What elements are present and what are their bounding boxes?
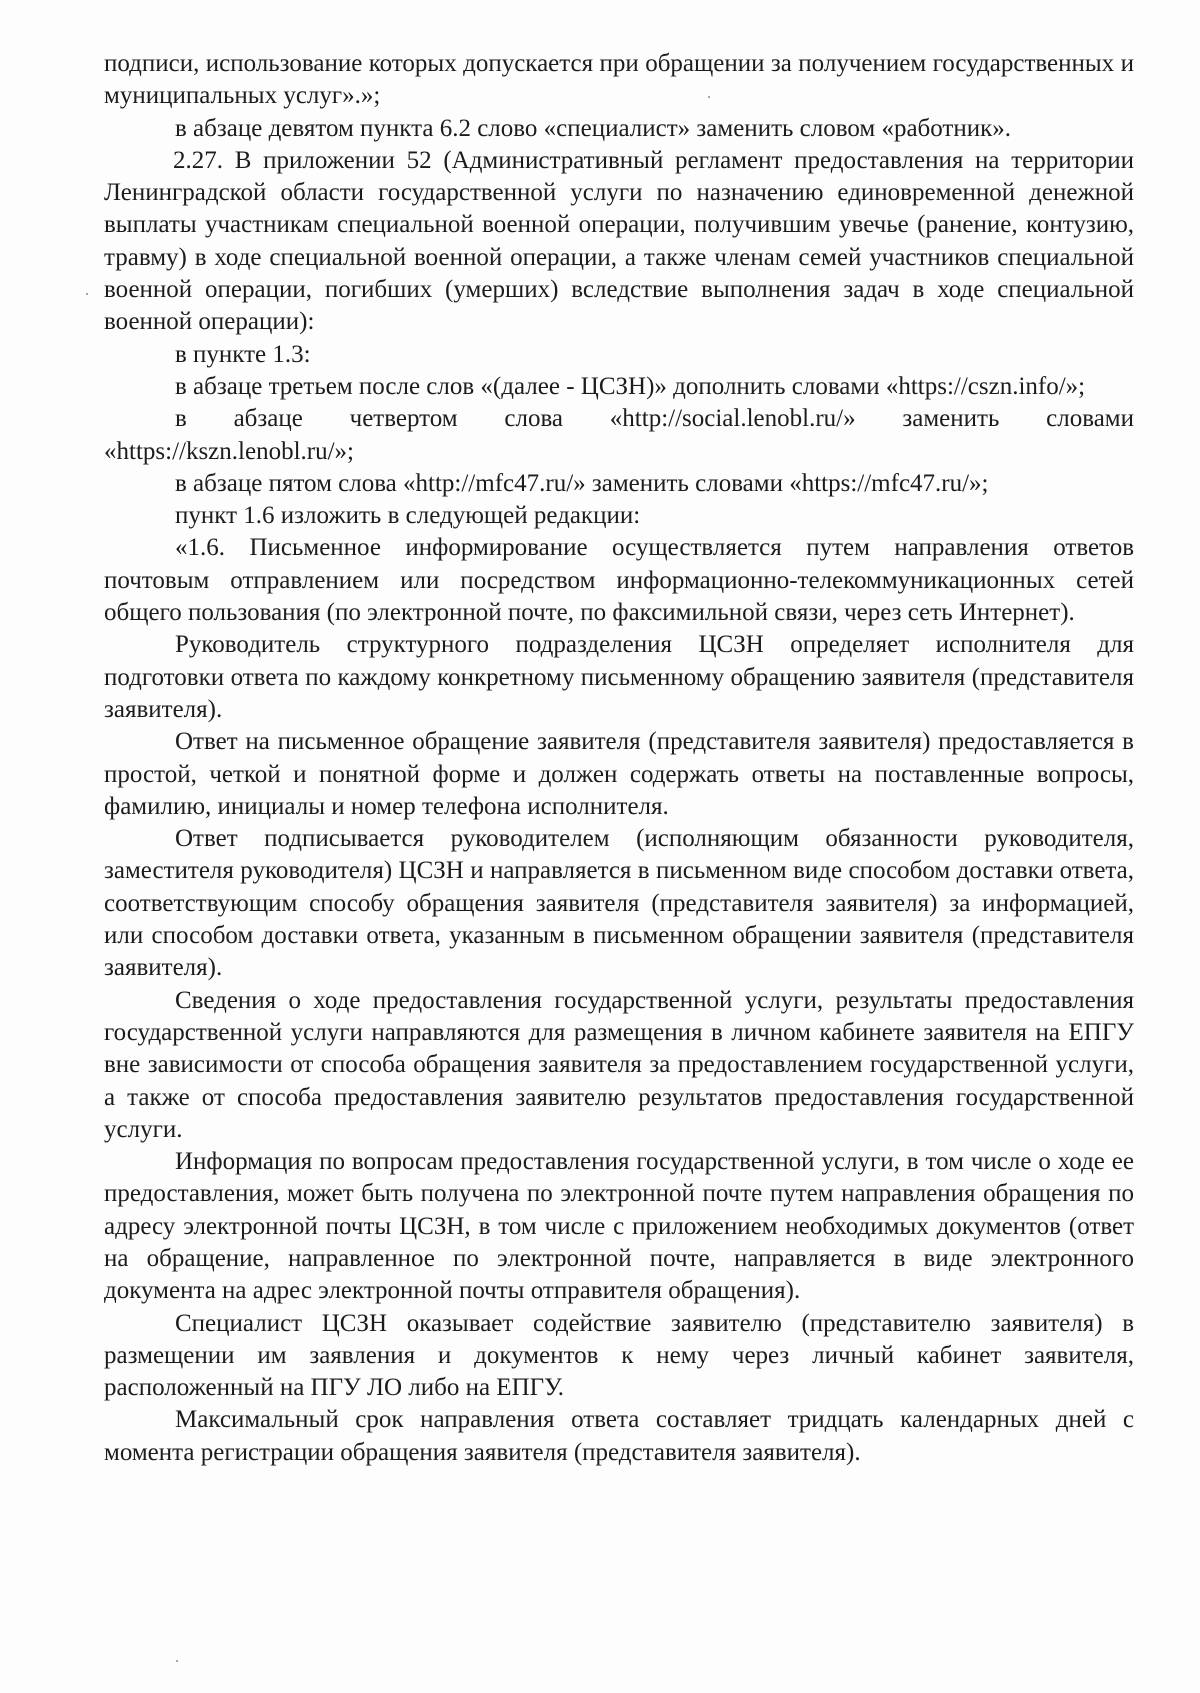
paragraph-abzac-3: в абзаце третьем после слов «(далее - ЦСЗН)» дополнить словами «https://cszn.info/»; <box>175 372 1086 400</box>
scan-speck <box>176 1660 178 1662</box>
paragraph-head-assigns: Руководитель структурного подразделения ЦСЗН определяет исполнителя для подготовки ответа по каждому конкретному письменному обращению заявителя (представителя заявителя). <box>104 631 1134 723</box>
paragraph-abzac-4: в абзаце четвертом слова «http://social.lenobl.ru/» заменить словами «https://kszn.lenobl.ru/»; <box>104 405 1134 465</box>
paragraph-signatures-continuation: подписи, использование которых допускается при обращении за получением государственных и муниципальных услуг».»; <box>104 50 1134 110</box>
paragraph-item-1-3: в пункте 1.3: <box>175 340 311 368</box>
scan-speck <box>86 293 88 295</box>
document-body <box>104 48 1134 1469</box>
paragraph-answer-form: Ответ на письменное обращение заявителя (представителя заявителя) предоставляется в простой, четкой и понятной форме и должен содержать ответы на поставленные вопросы, фамилию, инициалы и номер телефона исполнителя. <box>104 728 1134 820</box>
scan-speck <box>708 96 710 98</box>
paragraph-answer-signed: Ответ подписывается руководителем (исполняющим обязанности руководителя, заместителя руководителя) ЦСЗН и направляется в письменном виде способом доставки ответа, соответствующим способу обращения заявителя (представителя заявителя) за информацией, или способом доставки ответа, указанным в письменном обращении заявителя (представителя заявителя). <box>104 825 1134 982</box>
paragraph-max-term: Максимальный срок направления ответа составляет тридцать календарных дней с момента регистрации обращения заявителя (представителя заявителя). <box>104 1406 1134 1466</box>
paragraph-specialist-assist: Специалист ЦСЗН оказывает содействие заявителю (представителю заявителя) в размещении им заявления и документов к нему через личный кабинет заявителя, расположенный на ПГУ ЛО либо на ЕПГУ. <box>104 1309 1134 1402</box>
paragraph-item-1-6-intro: пункт 1.6 изложить в следующей редакции: <box>175 502 641 530</box>
paragraph-email-info: Информация по вопросам предоставления государственной услуги, в том числе о ходе ее предоставления, может быть получена по электронной почте путем направления обращения по адресу электронной почты ЦСЗН, в том числе с приложением необходимых документов (ответ на обращение, направленное по электронной почте, направляется в виде электронного документа на адрес электронной почты отправителя обращения). <box>104 1148 1134 1305</box>
paragraph-2-27: 2.27. В приложении 52 (Административный регламент предоставления на территории Ленинградской области государственной услуги по назначению единовременной денежной выплаты участникам специальной военной операции, получившим увечье (ранение, контузию, травму) в ходе специальной военной операции, а также членам семей участников специальной военной операции, погибших (умерших) вследствие выполнения задач в ходе специальной военной операции): <box>104 146 1134 336</box>
paragraph-abzac-5: в абзаце пятом слова «http://mfc47.ru/» заменить словами «https://mfc47.ru/»; <box>175 469 989 497</box>
paragraph-progress-info: Сведения о ходе предоставления государственной услуги, результаты предоставления государственной услуги направляются для размещения в личном кабинете заявителя на ЕПГУ вне зависимости от способа обращения заявителя за предоставлением государственной услуги, а также от способа предоставления заявителю результатов предоставления государственной услуги. <box>104 986 1134 1143</box>
paragraph-1-6-written-info: «1.6. Письменное информирование осуществляется путем направления ответов почтовым отправлением или посредством информационно-телекоммуникационных сетей общего пользования (по электронной почте, по факсимильной связи, через сеть Интернет). <box>104 534 1134 627</box>
paragraph-item-6-2: в абзаце девятом пункта 6.2 слово «специалист» заменить словом «работник». <box>175 114 1012 142</box>
